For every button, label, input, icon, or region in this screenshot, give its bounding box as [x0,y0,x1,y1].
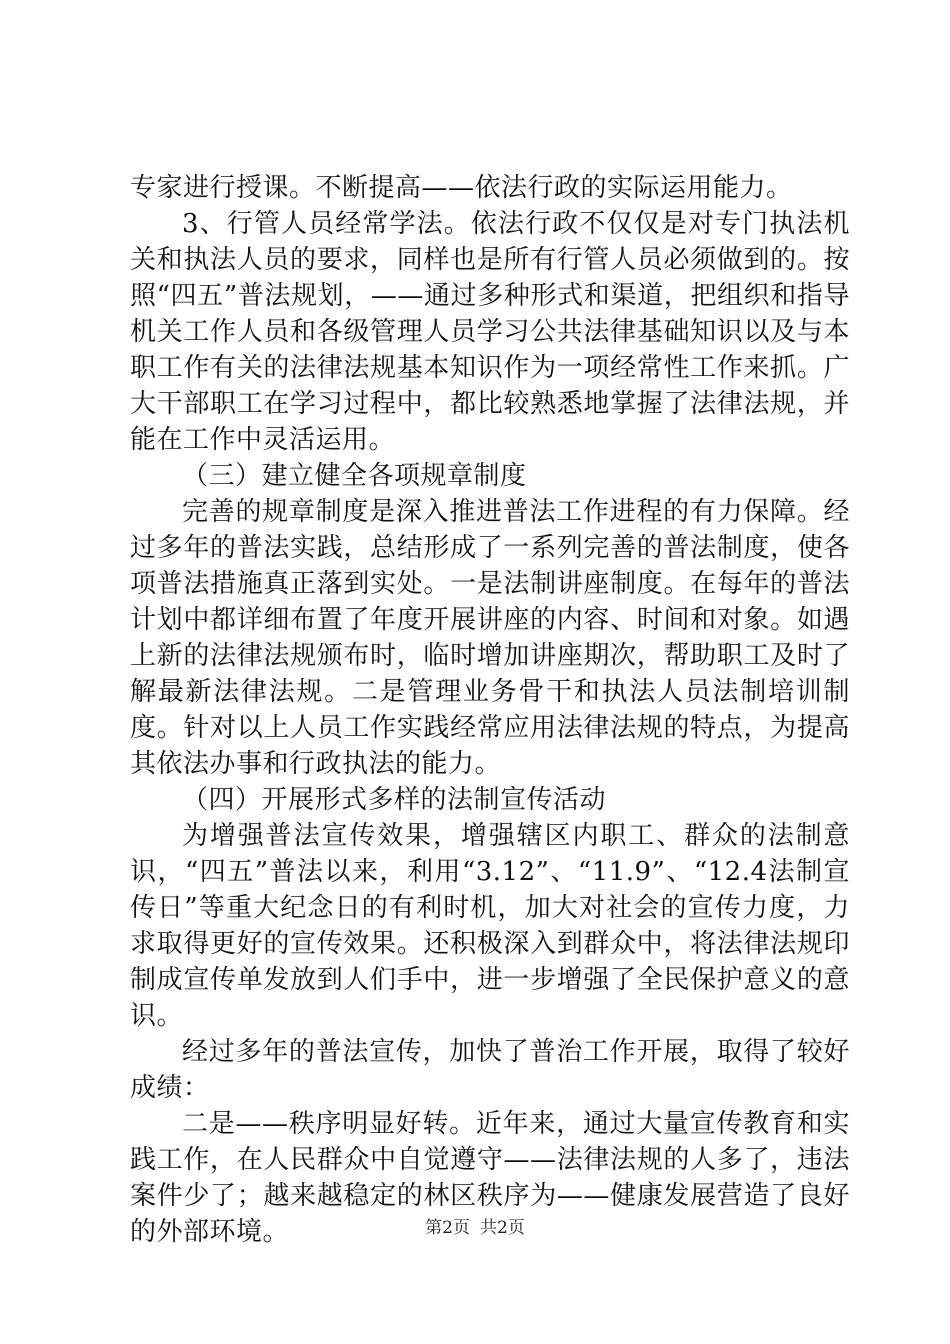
section-heading-publicity: （四）开展形式多样的法制宣传活动 [182,785,607,815]
page-number: 第2页 [425,1218,470,1238]
section-heading-rules: （三）建立健全各项规章制度 [182,461,527,491]
paragraph-publicity: 为增强普法宣传效果，增强辖区内职工、群众的法制意识，“四五”普法以来，利用“3.12”、“11.9”、“12.4法制宣传日”等重大纪念日的有利时机，加大对社会的宣传力度，力求取得更好的宣传效果。还积极深入到群众中，将法律法规印制成宣传单发放到人们手中，进一步增强了全民保护意义的意识。 [130,821,850,1031]
page-total: 共2页 [480,1218,525,1238]
paragraph-order-improved: 二是——秩序明显好转。近年来，通过大量宣传教育和实践工作，在人民群众中自觉遵守——法律法规的人多了，违法案件少了；越来越稳定的林区秩序为——健康发展营造了良好的外部环境。 [130,1109,850,1247]
paragraph-staff-study: 3、行管人员经常学法。依法行政不仅仅是对专门执法机关和执法人员的要求，同样也是所有行管人员必须做到的。按照“四五”普法规划，——通过多种形式和渠道，把组织和指导机关工作人员和各级管理人员学习公共法律基础知识以及与本职工作有关的法律法规基本知识作为一项经常性工作来抓。广大干部职工在学习过程中，都比较熟悉地掌握了法律法规，并能在工作中灵活运用。 [130,209,850,455]
paragraph-rules: 完善的规章制度是深入推进普法工作进程的有力保障。经过多年的普法实践，总结形成了一系列完善的普法制度，使各项普法措施真正落到实处。一是法制讲座制度。在每年的普法计划中都详细布置了年度开展讲座的内容、时间和对象。如遇上新的法律法规颁布时，临时增加讲座期次，帮助职工及时了解最新法律法规。二是管理业务骨干和执法人员法制培训制度。针对以上人员工作实践经常应用法律法规的特点，为提高其依法办事和行政执法的能力。 [130,497,850,779]
document-body [130,170,850,1250]
paragraph-results-intro: 经过多年的普法宣传，加快了普治工作开展，取得了较好成绩： [130,1037,850,1103]
page-footer [0,1216,950,1240]
paragraph-continuation: 专家进行授课。不断提高——依法行政的实际运用能力。 [130,173,793,203]
